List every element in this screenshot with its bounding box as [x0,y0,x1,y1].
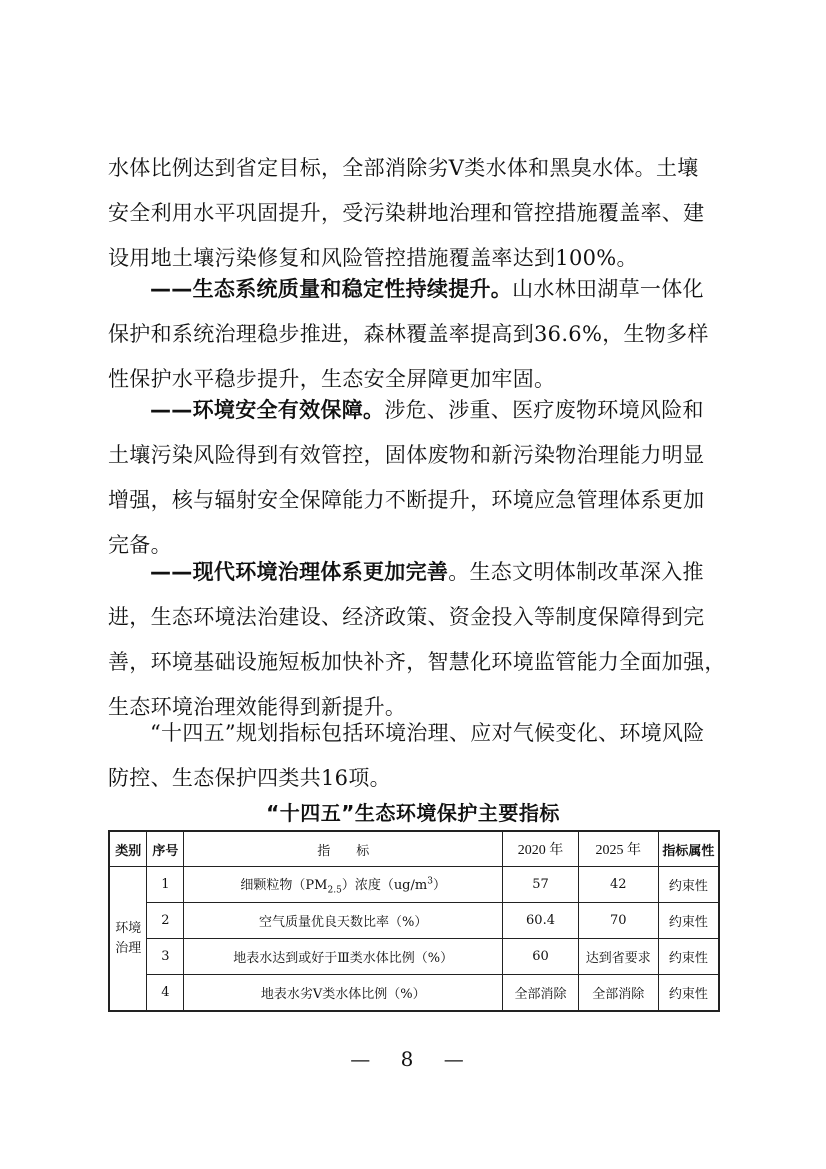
table-header-row [109,831,719,867]
page-number: — 8 — [350,1047,476,1071]
row-no: 4 [147,975,184,1012]
row-2020: 57 [503,867,579,903]
row-2020: 全部消除 [503,975,579,1012]
text-line: 水体比例达到省定目标，全部消除劣V类水体和黑臭水体。土壤 [108,156,699,180]
text-span: 涉危、涉重、医疗废物环境风险和 [384,398,704,422]
category-label-line: 环境 [115,920,142,936]
row-indicator: 地表水劣Ⅴ类水体比例（%） [184,975,503,1012]
text-line: 保护和系统治理稳步推进，森林覆盖率提高到36.6%，生物多样 [108,322,709,346]
row-attribute: 约束性 [658,939,719,975]
header-no: 序号 [147,831,184,867]
table-row [109,867,719,903]
row-indicator: 空气质量优良天数比率（%） [184,903,503,939]
text-line: “十四五”规划指标包括环境治理、应对气候变化、环境风险 [150,721,705,745]
section-lead-env-safety: ——环境安全有效保障。 [150,398,385,422]
category-cell [109,867,147,1012]
text-line: 增强，核与辐射安全保障能力不断提升，环境应急管理体系更加 [108,488,705,512]
section-lead-ecosystem: ——生态系统质量和稳定性持续提升。 [150,277,513,301]
text-line: 土壤污染风险得到有效管控，固体废物和新污染物治理能力明显 [108,443,705,467]
text-line: 生态环境治理效能得到新提升。 [108,695,407,719]
indicator-text: 细颗粒物（PM [240,877,328,893]
table-title: “十四五”生态环境保护主要指标 [266,801,560,825]
row-2025: 达到省要求 [578,939,658,975]
text-line [150,271,704,307]
text-line [150,392,704,428]
category-label-line: 治理 [115,940,142,956]
header-2020: 2020 年 [503,831,579,867]
row-attribute: 约束性 [658,903,719,939]
row-no: 1 [147,867,184,903]
row-2025: 全部消除 [578,975,658,1012]
row-indicator [184,867,503,903]
row-2020: 60.4 [503,903,579,939]
row-no: 2 [147,903,184,939]
text-span: 山水林田湖草一体化 [512,277,704,301]
header-attribute: 指标属性 [658,831,719,867]
text-line: 设用地土壤污染修复和风险管控措施覆盖率达到100%。 [108,246,638,270]
text-line: 安全利用水平巩固提升，受污染耕地治理和管控措施覆盖率、建 [108,201,705,225]
text-span: 。生态文明体制改革深入推 [448,560,704,584]
text-line: 性保护水平稳步提升，生态安全屏障更加牢固。 [108,367,556,391]
indicators-table [108,830,720,1012]
indicator-subscript: 2.5 [327,885,342,896]
text-line: 防控、生态保护四类共16项。 [108,766,391,790]
indicator-text: ）浓度（ug/m [341,877,428,893]
header-category: 类别 [109,831,147,867]
row-2020: 60 [503,939,579,975]
table-row [109,939,719,975]
row-2025: 70 [578,903,658,939]
row-indicator: 地表水达到或好于Ⅲ类水体比例（%） [184,939,503,975]
header-2025: 2025 年 [578,831,658,867]
table-row [109,903,719,939]
row-attribute: 约束性 [658,975,719,1012]
section-lead-governance: ——现代环境治理体系更加完善 [150,560,449,584]
row-2025: 42 [578,867,658,903]
table-row [109,975,719,1012]
row-attribute: 约束性 [658,867,719,903]
text-line: 善，环境基础设施短板加快补齐，智慧化环境监管能力全面加强， [108,650,726,674]
header-indicator: 指 标 [184,831,503,867]
text-line [150,554,704,590]
text-line: 进，生态环境法治建设、经济政策、资金投入等制度保障得到完 [108,605,705,629]
indicator-superscript: 3 [427,876,433,887]
row-no: 3 [147,939,184,975]
text-line: 完备。 [108,533,172,557]
indicator-text: ） [432,877,446,893]
